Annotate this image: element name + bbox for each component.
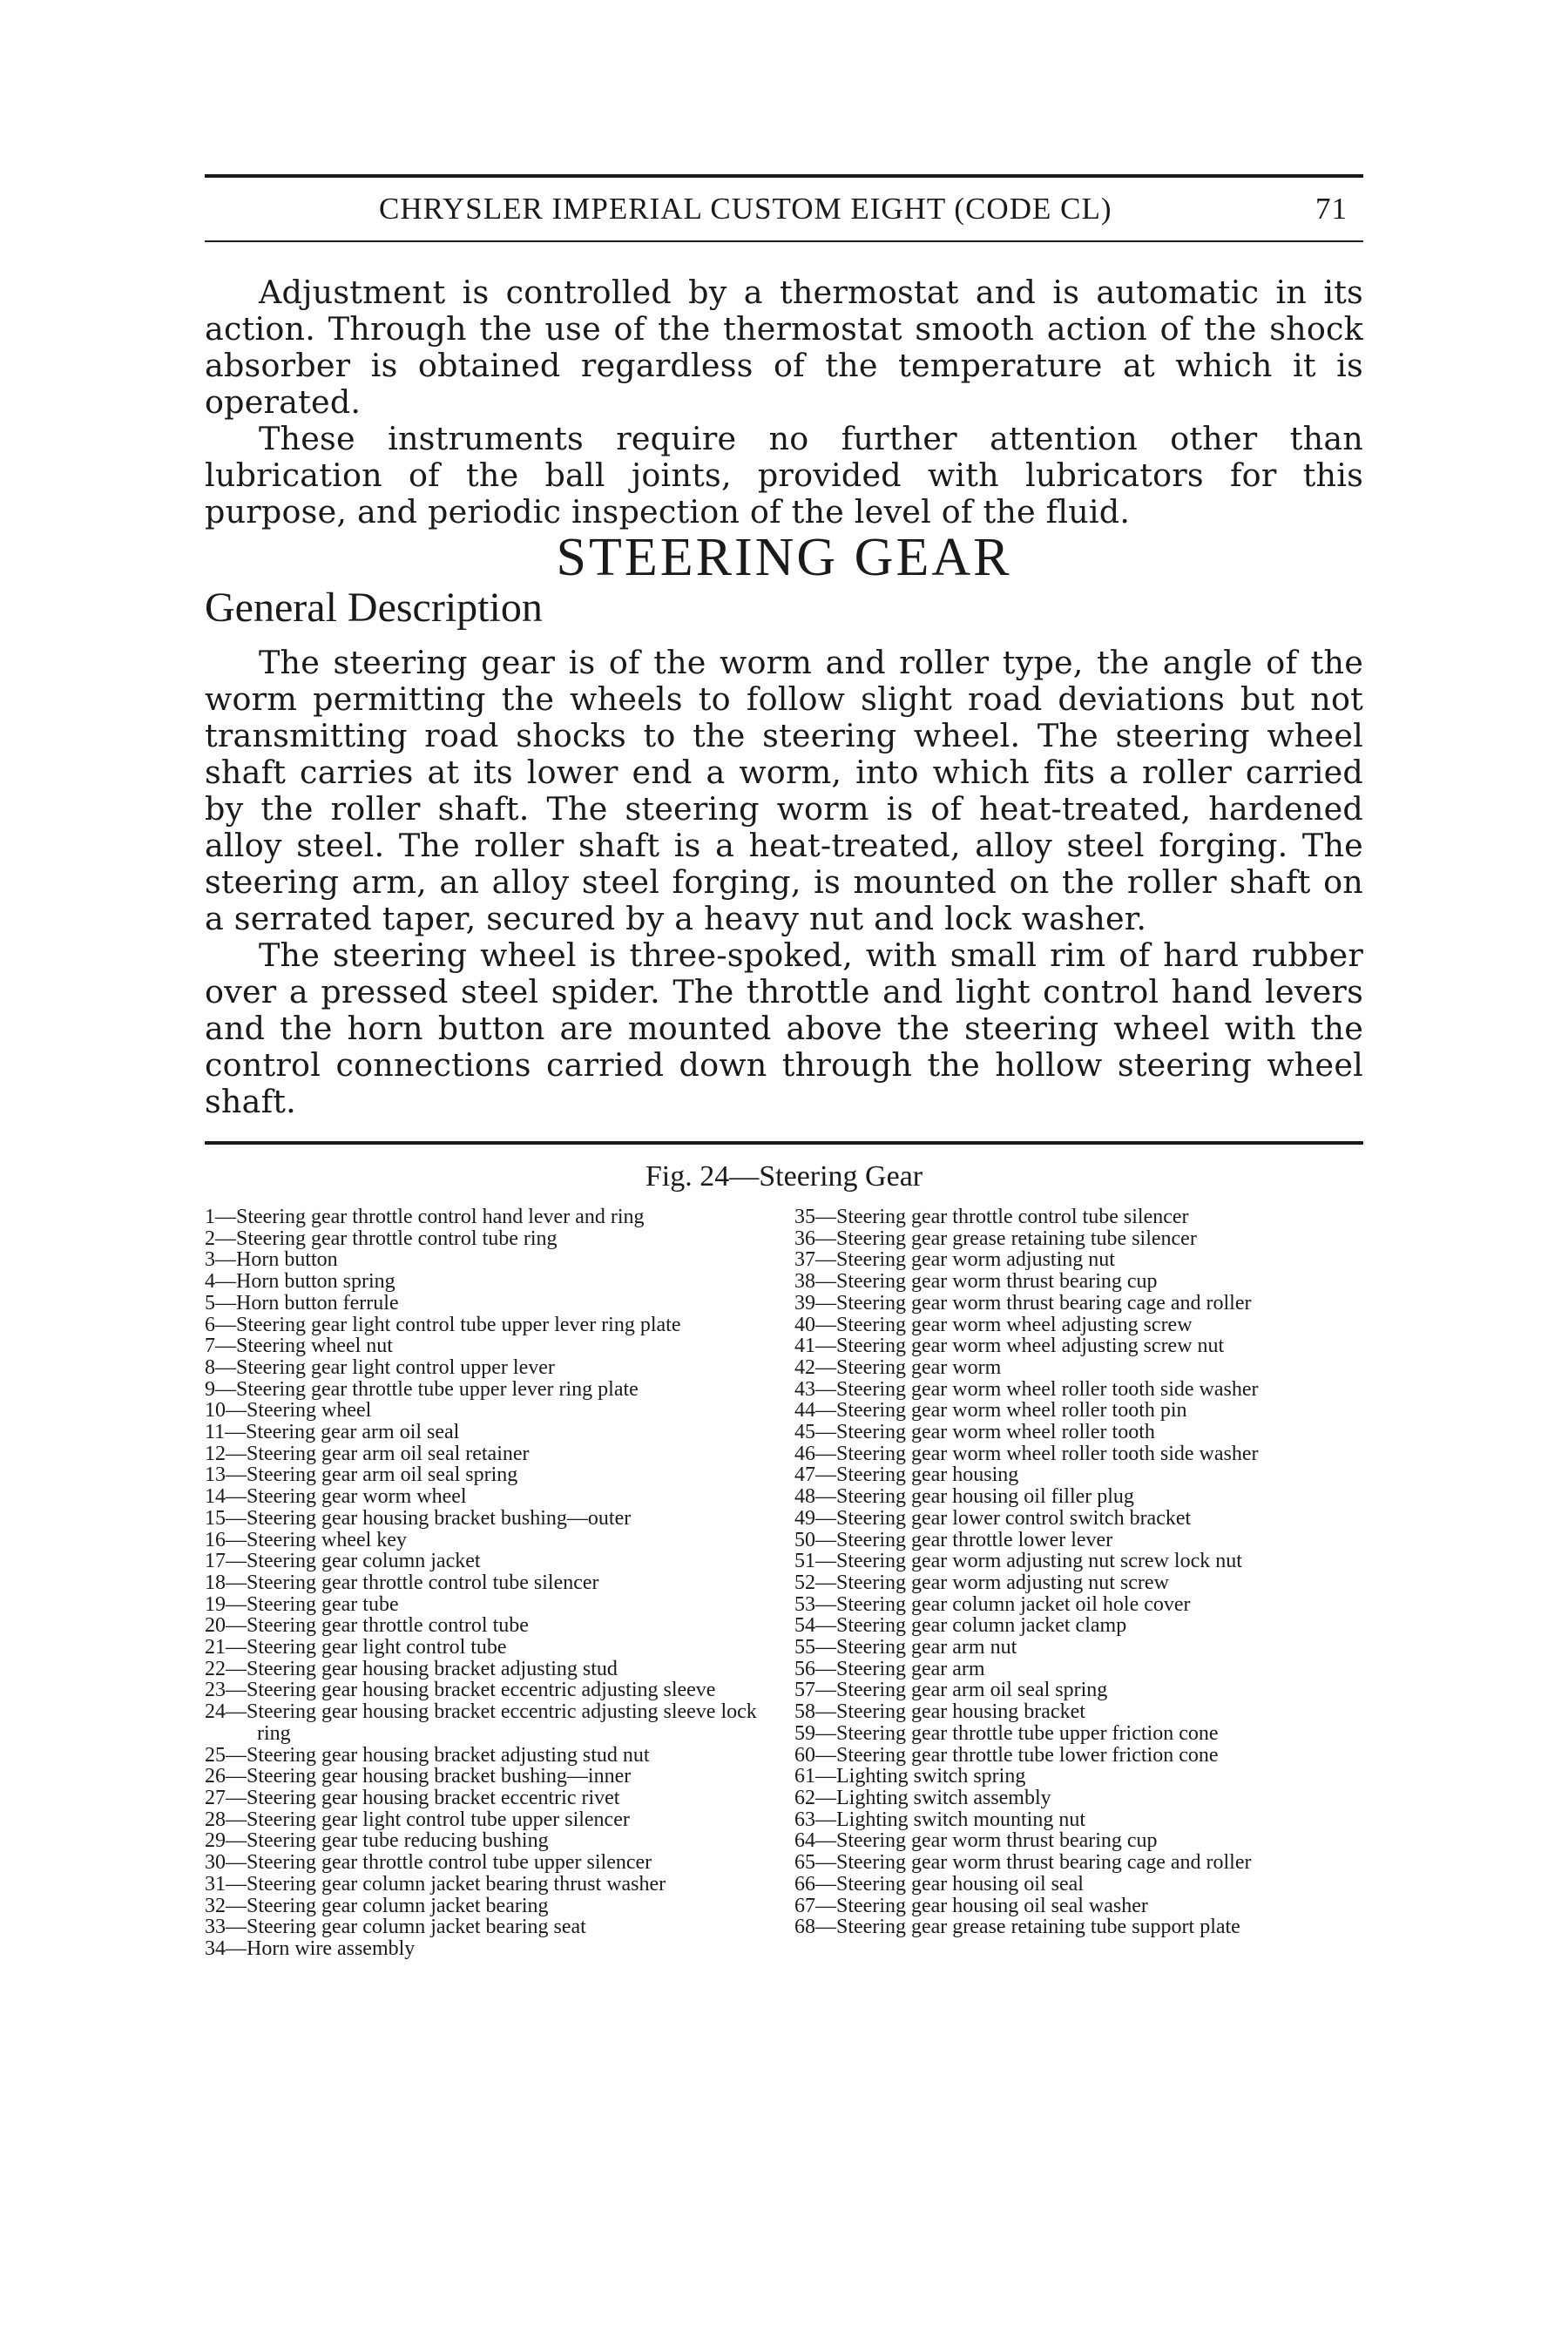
part-list-item: 34—Horn wire assembly xyxy=(205,1936,416,1960)
part-list-item: 37—Steering gear worm adjusting nut xyxy=(794,1248,1115,1272)
part-list-item: 23—Steering gear housing bracket eccentric adjusting sleeve xyxy=(205,1679,716,1702)
part-list-item: 57—Steering gear arm oil seal spring xyxy=(794,1679,1108,1702)
sub-heading: General Description xyxy=(205,585,543,631)
part-list-item: 36—Steering gear grease retaining tube silencer xyxy=(794,1227,1197,1250)
part-list-item: 9—Steering gear throttle tube upper lever ring plate xyxy=(205,1377,639,1401)
part-list-item: 30—Steering gear throttle control tube upper silencer xyxy=(205,1851,652,1875)
header-rule-top xyxy=(205,174,1363,178)
part-list-item: 44—Steering gear worm wheel roller tooth pin xyxy=(794,1399,1187,1423)
part-list-item: 52—Steering gear worm adjusting nut screw xyxy=(794,1571,1169,1594)
part-list-item: 27—Steering gear housing bracket eccentric rivet xyxy=(205,1786,620,1809)
part-list-item: 51—Steering gear worm adjusting nut screw lock nut xyxy=(794,1550,1242,1573)
part-list-item: 50—Steering gear throttle lower lever xyxy=(794,1528,1113,1551)
part-list-item: 24—Steering gear housing bracket eccentric adjusting sleeve lock ring xyxy=(205,1700,757,1745)
section-heading: STEERING GEAR xyxy=(556,528,1012,587)
part-list-item: 14—Steering gear worm wheel xyxy=(205,1485,467,1509)
part-list-item: 2—Steering gear throttle control tube ring xyxy=(205,1227,558,1250)
parts-list-right xyxy=(794,1206,1369,1938)
part-list-item: 53—Steering gear column jacket oil hole cover xyxy=(794,1592,1191,1616)
part-list-item: 25—Steering gear housing bracket adjusting stud nut xyxy=(205,1743,650,1767)
part-list-item: 22—Steering gear housing bracket adjusting stud xyxy=(205,1657,618,1680)
intro-text xyxy=(205,274,1363,531)
part-list-item: 10—Steering wheel xyxy=(205,1399,372,1423)
part-list-item: 56—Steering gear arm xyxy=(794,1657,985,1680)
part-list-item: 58—Steering gear housing bracket xyxy=(794,1700,1085,1724)
part-list-item: 5—Horn button ferrule xyxy=(205,1291,399,1315)
part-list-item: 7—Steering wheel nut xyxy=(205,1335,393,1358)
part-list-item: 11—Steering gear arm oil seal xyxy=(205,1421,460,1444)
part-list-item: 18—Steering gear throttle control tube silencer xyxy=(205,1571,599,1594)
part-list-item: 6—Steering gear light control tube upper lever ring plate xyxy=(205,1313,681,1336)
part-list-item: 19—Steering gear tube xyxy=(205,1592,399,1616)
part-list-item: 17—Steering gear column jacket xyxy=(205,1550,481,1573)
figure-rule xyxy=(205,1141,1363,1145)
part-list-item: 20—Steering gear throttle control tube xyxy=(205,1614,529,1638)
part-list-item: 65—Steering gear worm thrust bearing cage and roller xyxy=(794,1851,1252,1875)
part-list-item: 13—Steering gear arm oil seal spring xyxy=(205,1463,518,1487)
description-text xyxy=(205,645,1363,1120)
description-paragraph: The steering wheel is three-spoked, with small rim of hard rubber over a pressed steel spider. The throttle and light control hand levers and the horn button are mounted above the steering wheel with the control connections carried down through the hollow steering wheel shaft. xyxy=(205,936,1363,1120)
header-rule-bottom xyxy=(205,240,1363,242)
part-list-item: 39—Steering gear worm thrust bearing cage and roller xyxy=(794,1291,1252,1315)
running-head xyxy=(205,192,1363,235)
part-list-item: 8—Steering gear light control upper lever xyxy=(205,1355,555,1379)
part-list-item: 3—Horn button xyxy=(205,1248,338,1272)
part-list-item: 42—Steering gear worm xyxy=(794,1355,1002,1379)
part-list-item: 12—Steering gear arm oil seal retainer xyxy=(205,1442,530,1465)
part-list-item: 32—Steering gear column jacket bearing xyxy=(205,1894,549,1917)
figure-caption: Fig. 24—Steering Gear xyxy=(645,1160,923,1193)
running-head-title: CHRYSLER IMPERIAL CUSTOM EIGHT (CODE CL) xyxy=(379,192,1112,226)
part-list-item: 35—Steering gear throttle control tube silencer xyxy=(794,1206,1189,1228)
part-list-item: 60—Steering gear throttle tube lower friction cone xyxy=(794,1743,1219,1767)
part-list-item: 55—Steering gear arm nut xyxy=(794,1636,1017,1659)
part-list-item: 63—Lighting switch mounting nut xyxy=(794,1808,1085,1831)
part-list-item: 15—Steering gear housing bracket bushing—outer xyxy=(205,1506,632,1530)
part-list-item: 47—Steering gear housing xyxy=(794,1463,1019,1487)
part-list-item: 62—Lighting switch assembly xyxy=(794,1786,1051,1809)
part-list-item: 48—Steering gear housing oil filler plug xyxy=(794,1485,1134,1509)
intro-paragraph: Adjustment is controlled by a thermostat and is automatic in its action. Through the use of the thermostat smooth action of the shock absorber is obtained regardless of the temperature at which it is operated. xyxy=(205,274,1363,421)
part-list-item: 21—Steering gear light control tube xyxy=(205,1636,507,1659)
part-list-item: 40—Steering gear worm wheel adjusting screw xyxy=(794,1313,1193,1336)
part-list-item: 46—Steering gear worm wheel roller tooth side washer xyxy=(794,1442,1259,1465)
part-list-item: 28—Steering gear light control tube upper silencer xyxy=(205,1808,630,1831)
part-list-item: 31—Steering gear column jacket bearing thrust washer xyxy=(205,1872,666,1896)
part-list-item: 61—Lighting switch spring xyxy=(794,1765,1026,1788)
part-list-item: 54—Steering gear column jacket clamp xyxy=(794,1614,1127,1638)
part-list-item: 4—Horn button spring xyxy=(205,1270,395,1294)
part-list-item: 26—Steering gear housing bracket bushing—inner xyxy=(205,1765,632,1788)
part-list-item: 68—Steering gear grease retaining tube support plate xyxy=(794,1916,1240,1939)
part-list-item: 43—Steering gear worm wheel roller tooth side washer xyxy=(794,1377,1259,1401)
intro-paragraph: These instruments require no further attention other than lubrication of the ball joints, provided with lubricators for this purpose, and periodic inspection of the level of the fluid. xyxy=(205,420,1363,531)
page-number: 71 xyxy=(1315,192,1348,226)
part-list-item: 41—Steering gear worm wheel adjusting screw nut xyxy=(794,1335,1225,1358)
part-list-item: 64—Steering gear worm thrust bearing cup xyxy=(794,1829,1158,1853)
part-list-item: 1—Steering gear throttle control hand lever and ring xyxy=(205,1206,645,1228)
part-list-item: 38—Steering gear worm thrust bearing cup xyxy=(794,1270,1158,1294)
parts-list-left xyxy=(205,1206,762,1960)
part-list-item: 67—Steering gear housing oil seal washer xyxy=(794,1894,1148,1917)
part-list-item: 33—Steering gear column jacket bearing seat xyxy=(205,1916,586,1939)
description-paragraph: The steering gear is of the worm and roller type, the angle of the worm permitting the wheels to follow slight road deviations but not transmitting road shocks to the steering wheel. The steering wheel shaft carries at its lower end a worm, into which fits a roller carried by the roller shaft. The steering worm is of heat-treated, hardened alloy steel. The roller shaft is a heat-treated, alloy steel forging. The steering arm, an alloy steel forging, is mounted on the roller shaft on a serrated taper, secured by a heavy nut and lock washer. xyxy=(205,644,1363,937)
part-list-item: 29—Steering gear tube reducing bushing xyxy=(205,1829,549,1853)
part-list-item: 16—Steering wheel key xyxy=(205,1528,407,1551)
part-list-item: 49—Steering gear lower control switch bracket xyxy=(794,1506,1192,1530)
part-list-item: 66—Steering gear housing oil seal xyxy=(794,1872,1084,1896)
part-list-item: 59—Steering gear throttle tube upper friction cone xyxy=(794,1721,1219,1745)
part-list-item: 45—Steering gear worm wheel roller tooth xyxy=(794,1421,1155,1444)
